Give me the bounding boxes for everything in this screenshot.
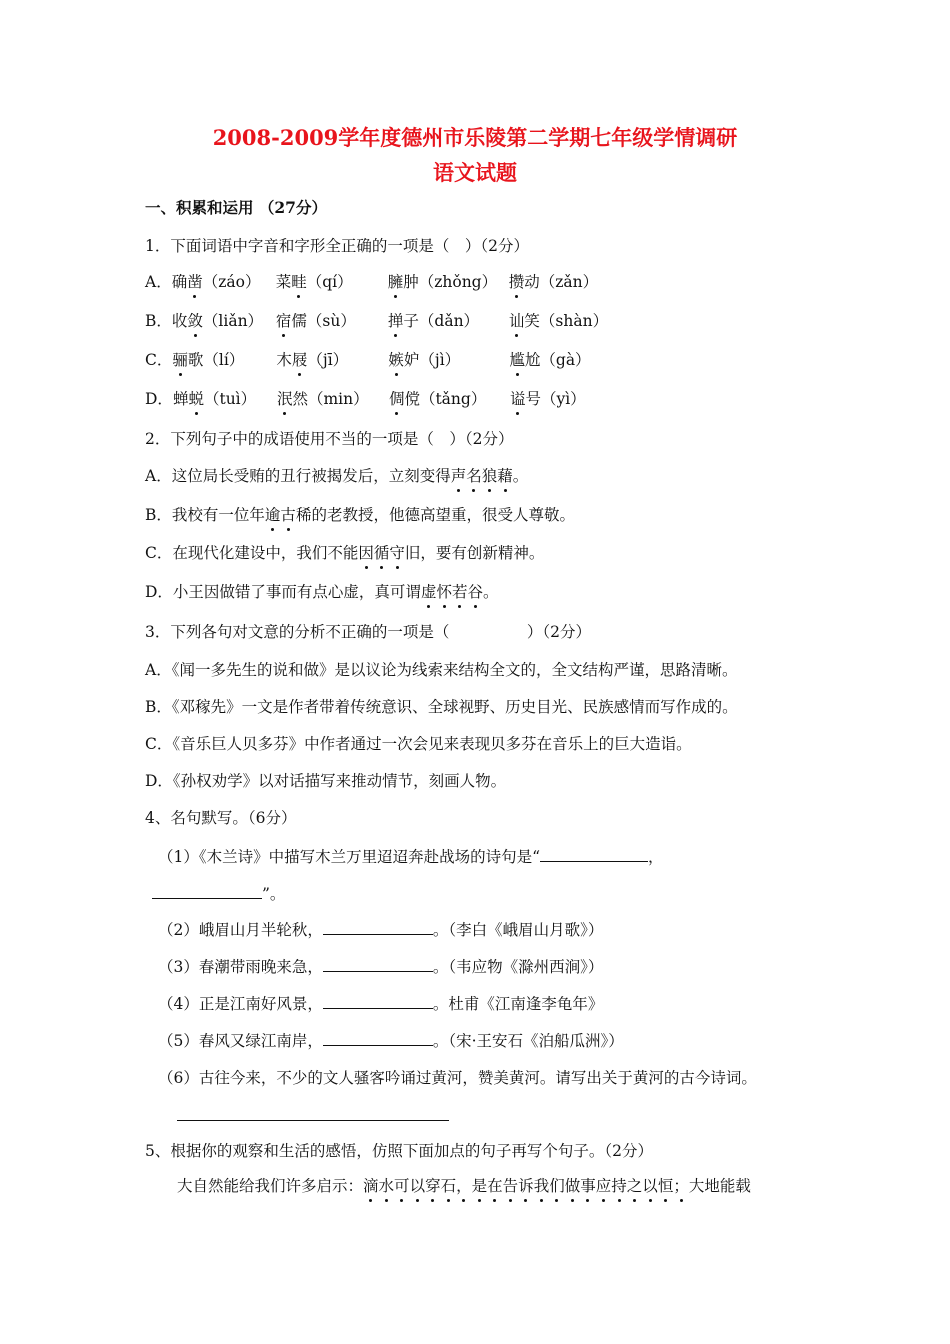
word-rest: 号（yì） <box>525 390 586 408</box>
word-rest: （jī） <box>307 351 349 369</box>
option-label: B． <box>145 312 172 330</box>
q4-item-4-source: 。杜甫《江南逢李龟年》 <box>432 995 604 1013</box>
dotted-idiom-char: 守 <box>389 544 405 562</box>
option-label: A． <box>145 273 172 291</box>
word-item <box>388 349 509 371</box>
word-rest: 然（min） <box>292 390 369 408</box>
q4-item-3-source: 。（韦应物《滁州西涧》） <box>432 958 604 976</box>
sentence-text: 稀的老教授，他德高望重，很受人尊敬。 <box>295 506 575 524</box>
word-char: 菜 <box>275 273 292 291</box>
dotted-idiom-char: 逾 <box>264 506 281 524</box>
dotted-char: ， <box>456 1177 472 1195</box>
q4-item-1-comma: ， <box>648 848 664 866</box>
word-item <box>173 388 277 410</box>
dotted-char: 诉 <box>518 1177 534 1195</box>
q4-item-5-source: 。（宋·王安石《泊船瓜洲》） <box>432 1032 624 1050</box>
word-item <box>389 388 510 410</box>
q4-item-3 <box>158 955 603 978</box>
option-label: D． <box>145 390 173 408</box>
dotted-char: 泯 <box>276 390 293 408</box>
q1-option-b <box>145 310 608 332</box>
dotted-idiom-char: 古 <box>280 506 296 524</box>
q4-item-6-blank <box>177 1104 449 1127</box>
dotted-idiom-char: 藉 <box>497 467 513 485</box>
dotted-idiom-char: 循 <box>373 544 390 562</box>
q5-stem: 5、根据你的观察和生活的感悟，仿照下面加点的句子再写个句子。（2分） <box>145 1142 653 1160</box>
word-item <box>388 271 509 293</box>
q1-option-d <box>145 388 586 410</box>
exam-subtitle: 语文试题 <box>433 160 517 185</box>
word-item <box>172 271 276 293</box>
q4-item-1-text: （1）《木兰诗》中描写木兰万里迢迢奔赴战场的诗句是“ <box>158 848 541 866</box>
word-item <box>277 388 389 410</box>
q4-item-4-text: （4）正是江南好风景， <box>158 995 323 1013</box>
dotted-char: 穿 <box>425 1177 441 1195</box>
q3-option-a: A．《闻一多先生的说和做》是以议论为线索来结构全文的，全文结构严谨，思路清晰。 <box>145 661 738 679</box>
q4-item-4 <box>158 992 603 1015</box>
dotted-char: 屐 <box>291 351 308 369</box>
answer-blank[interactable] <box>152 882 262 899</box>
exam-title: 2008-2009学年度德州市乐陵第二学期七年级学情调研 <box>212 125 738 150</box>
word-item <box>509 310 608 332</box>
sentence-text: 。 <box>483 583 499 601</box>
q4-item-6: （6）古往今来，不少的文人骚客吟诵过黄河，赞美黄河。请写出关于黄河的古今诗词。 <box>158 1069 757 1087</box>
word-item <box>509 349 590 371</box>
q3-option-d: D．《孙权劝学》以对话描写来推动情节，刻画人物。 <box>145 772 507 790</box>
answer-blank[interactable] <box>177 1104 449 1121</box>
dotted-idiom-char: 若 <box>451 583 468 601</box>
dotted-idiom-char: 狼 <box>481 467 498 485</box>
dotted-char: 水 <box>378 1177 395 1195</box>
word-rest: 儒（sù） <box>291 312 356 330</box>
q1-option-a <box>145 271 598 293</box>
dotted-char: 应 <box>595 1177 612 1195</box>
answer-blank[interactable] <box>540 845 648 862</box>
word-rest: 尬（gà） <box>524 351 591 369</box>
word-item <box>172 310 276 332</box>
q4-item-2-source: 。（李白《峨眉山月歌》） <box>432 921 604 939</box>
dotted-char: 告 <box>502 1177 519 1195</box>
option-label: C． <box>145 351 173 369</box>
dotted-char: 滴 <box>363 1177 379 1195</box>
word-rest: 歌（lí） <box>187 351 245 369</box>
sentence-text: A．这位局长受贿的丑行被揭发后，立刻变得 <box>145 467 451 485</box>
dotted-char: 之 <box>626 1177 643 1195</box>
dotted-idiom-char: 因 <box>358 544 374 562</box>
word-item <box>276 310 388 332</box>
answer-blank[interactable] <box>323 992 433 1009</box>
word-item <box>276 271 388 293</box>
q3-option-b: B．《邓稼先》一文是作者带着传统意识、全球视野、历史目光、民族感情而写作成的。 <box>145 698 738 716</box>
q5-dotted-sentence <box>363 1177 689 1195</box>
dotted-char: 攒 <box>508 273 525 291</box>
q5-para-intro: 大自然能给我们许多启示： <box>177 1177 364 1195</box>
word-item <box>388 310 509 332</box>
dotted-char: 掸 <box>387 312 404 330</box>
dotted-char: 以 <box>642 1177 658 1195</box>
dotted-idiom-char: 怀 <box>436 583 452 601</box>
dotted-char: 尴 <box>509 351 525 369</box>
dotted-char: 事 <box>580 1177 596 1195</box>
q2-option-b <box>145 504 575 526</box>
word-item <box>276 349 388 371</box>
word-char: 收 <box>171 312 188 330</box>
dotted-char: 以 <box>409 1177 426 1195</box>
word-rest: （tuì） <box>203 390 257 408</box>
word-char: 蝉 <box>172 390 189 408</box>
q5-paragraph <box>177 1175 751 1197</box>
word-item <box>510 388 586 410</box>
q4-item-3-text: （3）春潮带雨晚来急， <box>158 958 323 976</box>
dotted-char: 是 <box>471 1177 488 1195</box>
dotted-char: 我 <box>533 1177 550 1195</box>
dotted-char: 可 <box>394 1177 410 1195</box>
q2-option-a <box>145 465 528 487</box>
q4-item-1-cont <box>152 882 285 905</box>
answer-blank[interactable] <box>323 918 433 935</box>
word-rest: 傥（tǎng） <box>404 390 487 408</box>
dotted-char: 做 <box>564 1177 581 1195</box>
dotted-char: 石 <box>440 1177 457 1195</box>
dotted-char: 讪 <box>508 312 525 330</box>
word-rest: 肿（zhǒng） <box>403 273 498 291</box>
dotted-char: 倜 <box>388 390 405 408</box>
word-item <box>509 271 598 293</box>
dotted-idiom-char: 谷 <box>467 583 483 601</box>
q4-item-5-text: （5）春风又绿江南岸， <box>158 1032 323 1050</box>
dotted-char: 嫉 <box>388 351 404 369</box>
word-item <box>172 349 276 371</box>
word-rest: 妒（jì） <box>403 351 461 369</box>
word-rest: （liǎn） <box>202 312 264 330</box>
dotted-char: 持 <box>611 1177 627 1195</box>
q4-item-2-text: （2）峨眉山月半轮秋， <box>158 921 323 939</box>
section-heading: 一、积累和运用 （27分） <box>145 198 327 217</box>
dotted-idiom-char: 虚 <box>420 583 437 601</box>
q1-stem: 1．下面词语中字音和字形全正确的一项是（ ）（2分） <box>145 237 529 255</box>
q2-option-c <box>145 542 544 564</box>
dotted-char: 宿 <box>275 312 292 330</box>
q4-item-1 <box>158 845 664 868</box>
dotted-char: 们 <box>549 1177 565 1195</box>
q2-stem: 2．下列句子中的成语使用不当的一项是（ ）（2分） <box>145 430 514 448</box>
dotted-idiom-char: 声 <box>450 467 467 485</box>
q4-stem: 4、名句默写。（6分） <box>145 809 297 827</box>
word-rest: 笑（shàn） <box>524 312 609 330</box>
q3-option-c: C．《音乐巨人贝多芬》中作者通过一次会见来表现贝多芬在音乐上的巨大造诣。 <box>145 735 692 753</box>
dotted-idiom-char: 名 <box>466 467 482 485</box>
dotted-char: 在 <box>487 1177 503 1195</box>
q3-stem: 3．下列各句对文意的分析不正确的一项是（ ）（2分） <box>145 623 591 641</box>
q4-item-1-end: ”。 <box>262 885 286 903</box>
dotted-char: 谥 <box>509 390 526 408</box>
dotted-char: 蜕 <box>188 390 204 408</box>
dotted-char: 敛 <box>187 312 203 330</box>
q2-option-d <box>145 581 499 603</box>
word-rest: （záo） <box>202 273 261 291</box>
sentence-text: D．小王因做错了事而有点心虚，真可谓 <box>145 583 421 601</box>
dotted-char: 凿 <box>187 273 203 291</box>
answer-blank[interactable] <box>323 955 433 972</box>
answer-blank[interactable] <box>323 1029 433 1046</box>
word-rest: （qí） <box>306 273 353 291</box>
dotted-char: ； <box>673 1177 689 1195</box>
sentence-text: 旧，要有创新精神。 <box>404 544 545 562</box>
word-rest: 子（dǎn） <box>403 312 480 330</box>
dotted-char: 臃 <box>387 273 404 291</box>
q5-para-rest: 大地能载 <box>688 1177 751 1195</box>
sentence-text: C．在现代化建设中，我们不能 <box>145 544 359 562</box>
word-rest: 动（zǎn） <box>524 273 599 291</box>
q1-option-c <box>145 349 591 371</box>
q4-item-2 <box>158 918 603 941</box>
dotted-char: 骊 <box>172 351 188 369</box>
sentence-text: B．我校有一位年 <box>145 506 265 524</box>
dotted-char: 畦 <box>291 273 307 291</box>
dotted-char: 恒 <box>657 1177 674 1195</box>
word-char: 木 <box>276 351 292 369</box>
word-char: 确 <box>171 273 188 291</box>
q4-item-5 <box>158 1029 624 1052</box>
sentence-text: 。 <box>512 467 529 485</box>
